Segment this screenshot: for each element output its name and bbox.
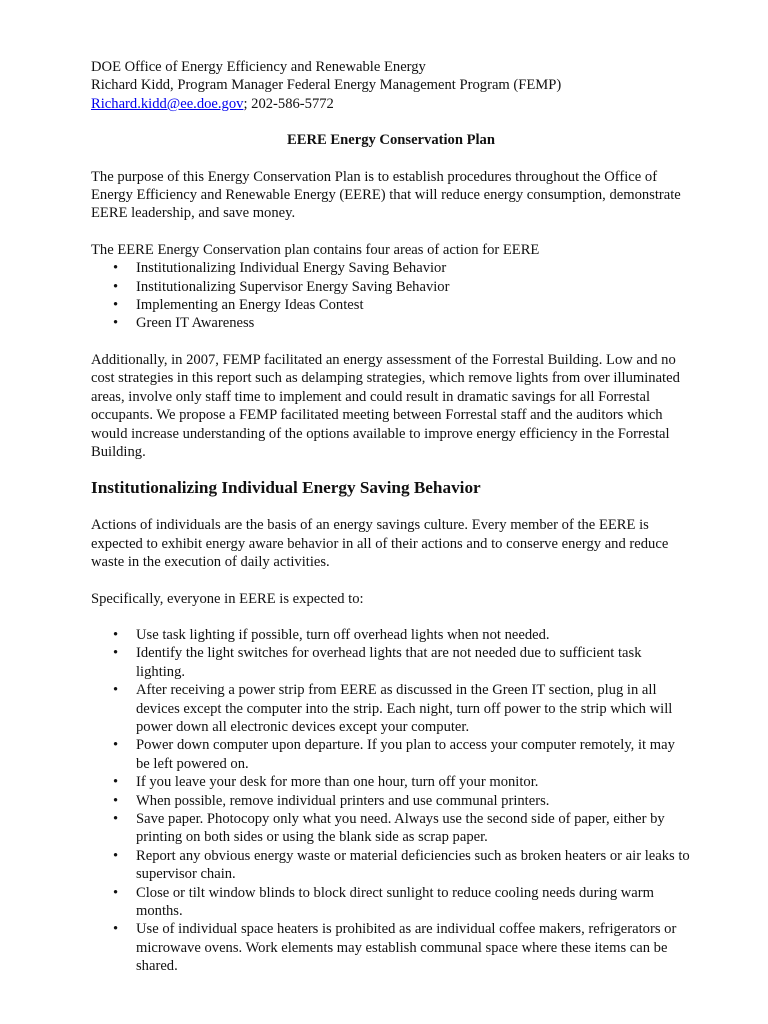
assessment-paragraph: Additionally, in 2007, FEMP facilitated an energy assessment of the Forrestal Building. Low and no cost strategies in this report such as delamping strategies, which remove lights from over illuminated areas, involve only staff time to implement and could result in dramatic savings for all Forrestal occupants. We propose a FEMP facilitated meeting between Forrestal staff and the auditors which would increase understanding of the options available to improve energy efficiency in the Forrestal Building. <box>91 351 680 460</box>
list-item: • When possible, remove individual printers and use communal printers. <box>113 792 550 809</box>
list-item: • Close or tilt window blinds to block direct sunlight to reduce cooling needs during warm months. <box>113 884 654 920</box>
list-item: • Institutionalizing Supervisor Energy Saving Behavior <box>113 278 450 295</box>
bullet-icon: • <box>113 645 119 662</box>
bullet-icon: • <box>113 921 119 938</box>
phone-number: ; 202-586-5772 <box>243 95 334 112</box>
bullet-icon: • <box>113 278 119 295</box>
email-link[interactable]: Richard.kidd@ee.doe.gov <box>91 95 244 112</box>
bullet-icon: • <box>113 737 119 754</box>
list-item: • Use of individual space heaters is prohibited as are individual coffee makers, refrigerators or microwave ovens. Work elements may establish communal space where these items can be shared. <box>113 921 677 975</box>
bullet-icon: • <box>113 884 119 901</box>
section-heading: Institutionalizing Individual Energy Saving Behavior <box>91 478 481 498</box>
section-lead: Specifically, everyone in EERE is expected to: <box>91 590 364 607</box>
list-item: • Save paper. Photocopy only what you need. Always use the second side of paper, either by printing on both sides or using the blank side as scrap paper. <box>113 811 665 846</box>
document-body <box>91 58 691 976</box>
bullet-icon: • <box>113 811 119 827</box>
bullet-icon: • <box>113 260 119 277</box>
header-contact <box>91 95 691 113</box>
bullet-icon: • <box>113 774 119 791</box>
list-item: • Report any obvious energy waste or material deficiencies such as broken heaters or air leaks to supervisor chain. <box>113 847 690 883</box>
areas-list <box>91 259 691 333</box>
list-item: • If you leave your desk for more than one hour, turn off your monitor. <box>113 774 539 791</box>
list-item: • Implementing an Energy Ideas Contest <box>113 297 364 314</box>
bullet-icon: • <box>113 682 119 699</box>
expectations-list <box>91 626 691 976</box>
bullet-icon: • <box>113 792 119 809</box>
bullet-icon: • <box>113 315 119 332</box>
section-paragraph: Actions of individuals are the basis of an energy savings culture. Every member of the EERE is expected to exhibit energy aware behavior in all of their actions and to conserve energy and reduce waste in the execution of daily activities. <box>91 517 669 571</box>
list-item: • Use task lighting if possible, turn off overhead lights when not needed. <box>113 626 550 643</box>
list-item: • Green IT Awareness <box>113 315 255 332</box>
bullet-icon: • <box>113 626 119 643</box>
intro-paragraph: The purpose of this Energy Conservation Plan is to establish procedures throughout the Office of Energy Efficiency and Renewable Energy (EERE) that will reduce energy consumption, demonstrate EERE leadership, and save money. <box>91 168 681 222</box>
list-item: • Identify the light switches for overhead lights that are not needed due to sufficient task lighting. <box>113 645 642 680</box>
bullet-icon: • <box>113 297 119 314</box>
list-item: • Power down computer upon departure. If you plan to access your computer remotely, it may be left powered on. <box>113 737 675 772</box>
header-person: Richard Kidd, Program Manager Federal Energy Management Program (FEMP) <box>91 77 562 94</box>
list-item: • Institutionalizing Individual Energy Saving Behavior <box>113 260 447 277</box>
header-org: DOE Office of Energy Efficiency and Renewable Energy <box>91 59 426 75</box>
list-item: • After receiving a power strip from EERE as discussed in the Green IT section, plug in all devices except the computer into the strip. Each night, turn off power to the strip which will power down all electronic devices except your computer. <box>113 682 673 735</box>
areas-lead: The EERE Energy Conservation plan contains four areas of action for EERE <box>91 241 540 258</box>
document-title: EERE Energy Conservation Plan <box>287 132 495 149</box>
bullet-icon: • <box>113 847 119 864</box>
